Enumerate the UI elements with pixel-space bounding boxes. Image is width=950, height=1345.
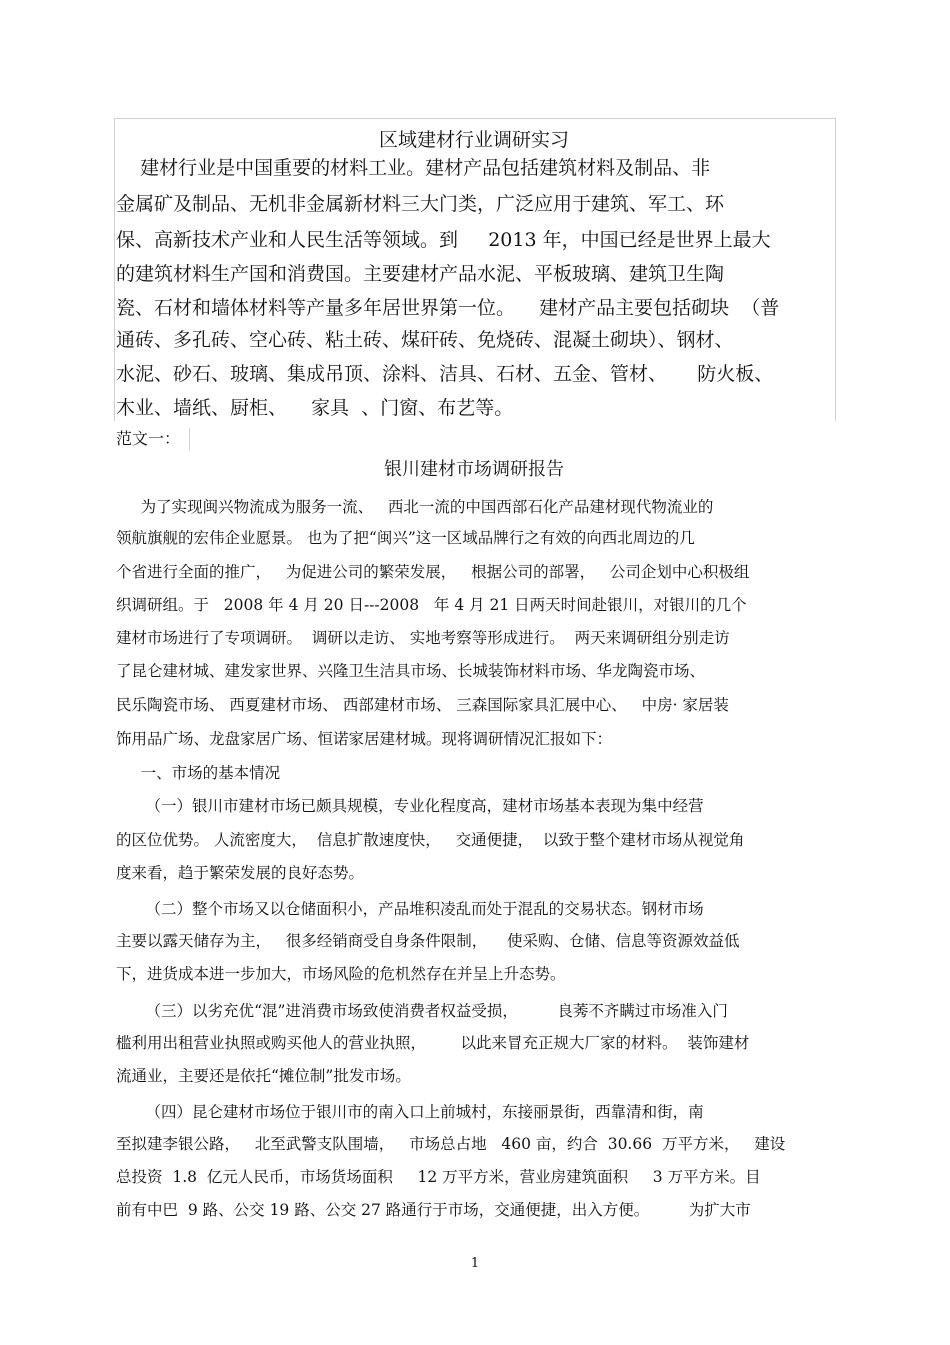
intro-line: 木业、墙纸、厨柜、 家具 、门窗、布艺等。: [116, 397, 514, 419]
intro-title: 区域建材行业调研实习: [378, 129, 569, 151]
intro-line: 金属矿及制品、无机非金属新材料三大门类，广泛应用于建筑、军工、环: [116, 193, 725, 215]
report-line: 流通业，主要还是依托“摊位制”批发市场。: [116, 1067, 411, 1085]
report-line: 度来看，趋于繁荣发展的良好态势。: [116, 864, 365, 882]
report-line: 下，进货成本进一步加大，市场风险的危机然存在并呈上升态势。: [116, 965, 566, 983]
report-line: 前有中巴 9 路、公交 19 路、公交 27 路通行于市场，交通便捷，出入方便。 为扩大市: [116, 1201, 751, 1219]
report-line: 槛利用出租营业执照或购买他人的营业执照， 以此来冒充正规大厂家的材料。 装饰建材: [116, 1034, 750, 1052]
report-line: 的区位优势。 人流密度大， 信息扩散速度快， 交通便捷， 以致于整个建材市场从视觉角: [116, 831, 745, 849]
intro-line: 水泥、砂石、玻璃、集成吊顶、涂料、洁具、石材、五金、管材、 防火板、: [116, 363, 774, 385]
report-line: 为了实现闽兴物流成为服务一流、 西北一流的中国西部石化产品建材现代物流业的: [116, 498, 714, 516]
sample-label: 范文一：: [116, 429, 181, 448]
report-line: 个省进行全面的推广， 为促进公司的繁荣发展， 根据公司的部署， 公司企划中心积极组: [116, 563, 750, 581]
report-line: 饰用品广场、龙盘家居广场、恒诺家居建材城。现将调研情况汇报如下：: [116, 730, 613, 748]
report-title: 银川建材市场调研报告: [384, 459, 564, 480]
report-line: （二）整个市场又以仓储面积小，产品堆积凌乱而处于混乱的交易状态。钢材市场: [116, 900, 704, 918]
intro-line: 建材行业是中国重要的材料工业。建材产品包括建筑材料及制品、非: [116, 157, 711, 179]
report-line: （一）银川市建材市场已颇具规模，专业化程度高，建材市场基本表现为集中经营: [116, 797, 704, 815]
cursor-mark: [189, 428, 190, 450]
section-heading: 一、市场的基本情况: [116, 764, 281, 782]
report-line: 至拟建李银公路， 北至武警支队围墙， 市场总占地 460 亩，约合 30.66 万平方米， 建设: [116, 1135, 786, 1153]
report-line: 民乐陶瓷市场、 西夏建材市场、 西部建材市场、 三森国际家具汇展中心、 中房· 家居装: [116, 696, 729, 714]
report-line: （四）昆仑建材市场位于银川市的南入口上前城村，东接丽景街，西靠清和街，南: [116, 1103, 704, 1121]
intro-line: 通砖、多孔砖、空心砖、粘土砖、煤矸砖、免烧砖、混凝土砌块）、钢材、: [116, 329, 734, 351]
report-line: 了昆仑建材城、建发家世界、兴隆卫生洁具市场、长城装饰材料市场、华龙陶瓷市场、: [116, 662, 706, 680]
intro-line: 保、高新技术产业和人民生活等领域。到 2013 年，中国已经是世界上最大: [116, 229, 771, 251]
page-number: 1: [470, 1256, 480, 1271]
report-line: 主要以露天储存为主， 很多经销商受自身条件限制， 使采购、仓储、信息等资源效益低: [116, 932, 740, 950]
intro-line: 瓷、石材和墙体材料等产量多年居世界第一位。 建材产品主要包括砌块 （普: [116, 297, 780, 319]
report-line: 建材市场进行了专项调研。 调研以走访、 实地考察等形成进行。 两天来调研组分别走访: [116, 629, 730, 647]
report-line: 领航旗舰的宏伟企业愿景。 也为了把“闽兴”这一区域品牌行之有效的向西北周边的几: [116, 529, 695, 547]
report-line: 织调研组。于 2008 年 4 月 20 日---2008 年 4 月 21 日两天时间赴银川，对银川的几个: [116, 596, 747, 614]
intro-line: 的建筑材料生产国和消费国。主要建材产品水泥、平板玻璃、建筑卫生陶: [116, 263, 725, 285]
report-line: （三）以劣充优“混”进消费市场致使消费者权益受损， 良莠不齐瞒过市场准入门: [116, 1002, 728, 1020]
report-line: 总投资 1.8 亿元人民币，市场货场面积 12 万平方米，营业房建筑面积 3 万平方米。目: [116, 1168, 761, 1186]
